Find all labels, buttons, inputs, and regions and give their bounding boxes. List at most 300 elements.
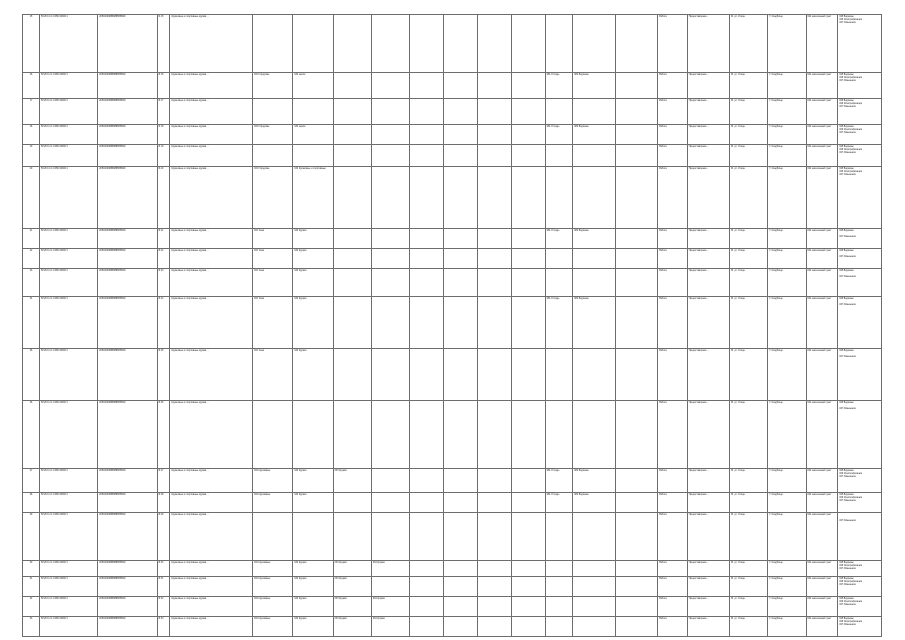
table-row [23,401,882,469]
table-cell: 082 Водоемы [573,493,615,513]
table-cell: 025 Водоемы 026 Электрофикация 027 Изменения [838,561,882,577]
table-cell: 024 населенный пункт [806,577,838,597]
table-cell [443,561,477,577]
table-cell: М. ул. Улица. [730,493,768,513]
table-cell: Предоставление… [687,349,729,401]
table-cell: Предоставление… [687,145,729,167]
table-cell: Предоставление… [687,15,729,73]
table-cell [443,125,477,145]
table-cell: 2050103988888858583/9 [98,99,157,125]
table-cell [545,561,573,577]
table-cell: Б.15 [157,15,170,73]
table-cell [410,561,444,577]
table-cell: Б.21 [157,229,170,249]
table-cell: М. ул. Улица. [730,349,768,401]
table-cell [410,269,444,297]
table-cell: Работа [658,269,688,297]
table-cell [615,297,657,349]
table-cell: Кружковые и спортивные кружки,… [170,597,253,617]
table-cell [511,577,545,597]
table-cell: 025 Водоемы 026 Электрофикация 027 Изменения [838,15,882,73]
table-cell: 031 Кружковые [253,577,293,597]
table-cell: 18 [23,125,40,145]
table-cell [333,15,371,73]
table-cell: М. ул. Улица. [730,297,768,349]
table-cell: Кружковые и спортивные кружки,… [170,73,253,99]
table-cell [371,249,409,269]
table-cell: 024 населенный пункт [806,617,838,637]
table-cell: М. ул. Улица. [730,269,768,297]
table-cell: Предоставление… [687,99,729,125]
table-cell: Б.32 [157,597,170,617]
table-cell [371,297,409,349]
table-cell: 034 Кружки [371,561,409,577]
table-cell: Работа [658,493,688,513]
table-cell [410,297,444,349]
table-cell [511,297,545,349]
table-cell: 025 Водоемы 026 Электрофикация 027 Изменения [838,99,882,125]
table-cell: 50:26:0.4 1:0:050 00000:1 [39,597,97,617]
table-row [23,15,882,73]
table-cell [410,125,444,145]
table-cell [573,513,615,561]
table-cell [511,469,545,493]
table-cell [477,99,511,125]
table-cell: Кружковые и спортивные кружки,… [170,297,253,349]
table-cell: 024 населенный пункт [806,297,838,349]
table-cell: 50:26:0.4 1:0:050 00000:1 [39,513,97,561]
table-cell: 081 Отходы [545,469,573,493]
table-cell [545,167,573,229]
table-cell: 025 Водоемы 026 Электрофикация 027 Изменения [838,73,882,99]
table-cell: 2050103988888858583/9 [98,229,157,249]
table-cell [371,167,409,229]
table-cell: 081 Отходы [545,125,573,145]
table-cell: 2050103988888858583/9 [98,617,157,637]
table-cell: Предоставление… [687,561,729,577]
table-cell [443,349,477,401]
table-row [23,513,882,561]
table-cell: 082 Водоемы [573,125,615,145]
table-cell: 024 населенный пункт [806,561,838,577]
table-cell: 50:26:0.4 1:0:050 00000:1 [39,493,97,513]
table-cell: 2050103988888858583/9 [98,561,157,577]
cell-extra: 026 Электрофикация [839,496,862,499]
table-row [23,249,882,269]
table-cell: 50:26:0.4 1:0:050 00000:1 [39,401,97,469]
table-cell [838,513,882,561]
table-cell: Предоставление… [687,167,729,229]
table-cell [293,513,333,561]
table-cell: 082 Водоемы [573,469,615,493]
table-cell: Работа [658,229,688,249]
table-cell [477,349,511,401]
table-cell [410,145,444,167]
table-cell: 2050103988888858583/9 [98,73,157,99]
table-cell [545,577,573,597]
table-cell: Б.26 [157,401,170,469]
table-cell: 50:26:0.4 1:0:050 00000:1 [39,15,97,73]
table-cell [410,469,444,493]
table-cell [410,99,444,125]
table-cell: Предоставление… [687,513,729,561]
cell-extra: 026 Электрофикация [839,564,862,567]
table-cell: Работа [658,577,688,597]
table-cell: 031 Кружковые [253,597,293,617]
table-cell: 081 Отходы [545,297,573,349]
table-cell [477,561,511,577]
table-cell [293,99,333,125]
table-cell [545,349,573,401]
table-cell: 031 Тема [253,269,293,297]
cell-extra: 027 Изменения [839,105,856,108]
table-cell [511,145,545,167]
table-cell: 2050103988888858583/9 [98,577,157,597]
table-cell [511,167,545,229]
cell-extra: 026 Электрофикация [839,148,862,151]
table-cell [511,229,545,249]
table-cell [410,15,444,73]
table-row [23,125,882,145]
table-row [23,577,882,597]
table-cell [443,493,477,513]
table-cell [511,15,545,73]
table-cell: 032 Кружки [293,469,333,493]
table-cell [615,99,657,125]
table-cell: Г. Кладбище. [768,73,806,99]
table-cell [477,513,511,561]
cell-extra: 027 Изменения [839,355,856,358]
table-cell: М. ул. Улица. [730,577,768,597]
table-cell: 024 населенный пункт [806,249,838,269]
table-cell: М. ул. Улица. [730,561,768,577]
registry-table [22,14,882,637]
table-cell: Б.27 [157,469,170,493]
table-cell: Б.28 [157,493,170,513]
table-cell: 2050103988888858583/9 [98,125,157,145]
table-cell [615,125,657,145]
table-cell: Кружковые и спортивные кружки,… [170,349,253,401]
table-cell: Кружковые и спортивные кружки,… [170,249,253,269]
table-cell: Г. Кладбище. [768,597,806,617]
table-cell [443,597,477,617]
table-cell: Г. Кладбище. [768,493,806,513]
table-cell: Кружковые и спортивные кружки,… [170,99,253,125]
table-cell: Кружковые и спортивные кружки,… [170,469,253,493]
table-cell: 2050103988888858583/9 [98,597,157,617]
table-cell: 24 [23,297,40,349]
table-cell [615,469,657,493]
table-cell: 024 населенный пункт [806,145,838,167]
table-cell: Предоставление… [687,297,729,349]
table-cell: Работа [658,617,688,637]
table-cell: 034 Кружки [371,597,409,617]
table-cell [371,73,409,99]
table-cell: 024 населенный пункт [806,167,838,229]
table-cell: Кружковые и спортивные кружки,… [170,513,253,561]
table-cell [477,597,511,617]
table-cell: 025 Водоемы 026 Электрофикация 027 Изменения [838,597,882,617]
table-cell: Г. Кладбище. [768,297,806,349]
table-cell [371,15,409,73]
table-cell: 025 Водоемы 026 Электрофикация 027 Изменения [838,125,882,145]
table-cell: М. ул. Улица. [730,125,768,145]
cell-extra: 026 Электрофикация [839,18,862,21]
table-row [23,493,882,513]
table-cell: 024 населенный пункт [806,73,838,99]
table-cell: Работа [658,249,688,269]
table-cell: 032 Кружки [293,269,333,297]
table-cell [511,125,545,145]
table-cell: 082 Водоемы [573,73,615,99]
table-cell: 024 населенный пункт [806,15,838,73]
table-cell [511,99,545,125]
table-cell: 031 Городские [253,125,293,145]
table-cell: 025 Водоемы 026 Электрофикация 027 Изменения [838,617,882,637]
table-cell: 50:26:0.4 1:0:050 00000:1 [39,99,97,125]
table-cell [511,561,545,577]
table-cell [511,249,545,269]
table-cell [410,229,444,249]
table-cell: Кружковые и спортивные кружки,… [170,229,253,249]
table-cell: 2050103988888858583/9 [98,167,157,229]
cell-extra: 027 Изменения [839,303,856,306]
table-cell [253,15,293,73]
table-cell [333,513,371,561]
table-cell [573,617,615,637]
table-cell: 032 Кружковые и спортивные [293,167,333,229]
table-cell: 2050103988888858583/9 [98,249,157,269]
table-cell [545,15,573,73]
table-cell: 15 [23,15,40,73]
table-cell: 50:26:0.4 1:0:050 00000:1 [39,125,97,145]
table-cell [615,577,657,597]
table-cell: Г. Кладбище. [768,469,806,493]
table-cell [443,617,477,637]
table-cell [545,269,573,297]
table-cell [371,269,409,297]
table-cell [477,577,511,597]
table-cell: 024 населенный пункт [806,229,838,249]
table-cell [573,15,615,73]
table-cell: 034 Кружки [371,617,409,637]
table-cell: 32 [23,597,40,617]
cell-extra: 027 Изменения [839,407,856,410]
table-cell: 031 Тема [253,229,293,249]
table-cell: 28 [23,493,40,513]
table-cell [477,15,511,73]
table-cell: 024 населенный пункт [806,597,838,617]
table-cell: 032 Кружки [293,349,333,401]
table-cell: Б.29 [157,513,170,561]
table-cell [371,229,409,249]
table-cell: 082 Водоемы [573,297,615,349]
table-cell: Г. Кладбище. [768,145,806,167]
table-cell [477,229,511,249]
table-cell [443,99,477,125]
table-cell: 032 Кружки [293,297,333,349]
table-cell: Работа [658,561,688,577]
table-cell: 031 Тема [253,297,293,349]
table-cell: Работа [658,125,688,145]
table-cell [511,513,545,561]
table-cell: Г. Кладбище. [768,249,806,269]
table-cell: 024 населенный пункт [806,269,838,297]
table-cell: 25 [23,349,40,401]
table-cell: М. ул. Улица. [730,597,768,617]
table-cell: М. ул. Улица. [730,469,768,493]
table-cell: 031 Кружковые [253,561,293,577]
table-cell: 024 населенный пункт [806,401,838,469]
table-cell [253,99,293,125]
table-cell: Б.17 [157,99,170,125]
table-cell: 025 Водоемы 026 Электрофикация 027 Изменения [838,469,882,493]
table-cell: 024 населенный пункт [806,99,838,125]
table-cell: Г. Кладбище. [768,513,806,561]
table-cell: Предоставление… [687,493,729,513]
table-cell: 025 Водоемы 027 Изменения [838,349,882,401]
table-cell: Г. Кладбище. [768,617,806,637]
table-cell: 2050103988888858583/9 [98,513,157,561]
table-cell: 23 [23,269,40,297]
table-cell: 032 Кружки [293,617,333,637]
table-cell [371,493,409,513]
table-cell [253,145,293,167]
table-cell [615,513,657,561]
table-cell [333,297,371,349]
table-cell: Б.25 [157,349,170,401]
table-row [23,561,882,577]
table-cell [511,401,545,469]
table-cell [443,167,477,229]
table-cell [545,401,573,469]
table-cell [573,401,615,469]
table-cell [573,349,615,401]
cell-extra: 027 Изменения [839,79,856,82]
table-cell [615,249,657,269]
table-cell: 50:26:0.4 1:0:050 00000:1 [39,577,97,597]
table-cell [333,349,371,401]
table-cell [253,401,293,469]
table-cell: Работа [658,401,688,469]
table-cell: 032 Кружки [293,249,333,269]
table-cell [573,145,615,167]
cell-extra: 027 Изменения [839,235,856,238]
table-cell: М. ул. Улица. [730,249,768,269]
table-cell [443,73,477,99]
table-cell: Предоставление… [687,597,729,617]
table-cell: 031 Тема [253,349,293,401]
table-cell [410,513,444,561]
cell-extra: 026 Электрофикация [839,580,862,583]
cell-extra: 027 Изменения [839,21,856,24]
table-cell: Б.33 [157,617,170,637]
table-cell: Кружковые и спортивные кружки,… [170,493,253,513]
table-cell [443,15,477,73]
table-cell: Кружковые и спортивные кружки,… [170,15,253,73]
table-cell: 50:26:0.4 1:0:050 00000:1 [39,229,97,249]
table-row [23,297,882,349]
table-cell [477,269,511,297]
cell-extra: 027 Изменения [839,255,856,258]
table-cell [545,249,573,269]
table-cell: Г. Кладбище. [768,125,806,145]
table-cell: 2050103988888858583/9 [98,145,157,167]
table-cell: 50:26:0.4 1:0:050 00000:1 [39,249,97,269]
table-cell: Предоставление… [687,73,729,99]
table-cell: М. ул. Улица. [730,15,768,73]
table-cell [371,145,409,167]
table-cell: 025 Водоемы 027 Изменения [838,297,882,349]
table-cell: 032 Кружки [293,561,333,577]
table-cell: 032 земли [293,125,333,145]
table-cell: 025 Водоемы 027 Изменения [838,229,882,249]
table-cell: Работа [658,513,688,561]
table-cell [573,167,615,229]
table-cell: 26 [23,401,40,469]
table-cell [371,513,409,561]
table-cell: 50:26:0.4 1:0:050 00000:1 [39,561,97,577]
table-cell: 024 населенный пункт [806,493,838,513]
table-cell: 031 Кружковые [253,493,293,513]
table-cell: Б.22 [157,249,170,269]
table-cell [545,99,573,125]
table-cell [410,349,444,401]
table-cell [410,577,444,597]
cell-extra: 027 Изменения [839,173,856,176]
table-cell [573,269,615,297]
table-cell: 033 Кружки [333,617,371,637]
cell-extra: 026 Электрофикация [839,472,862,475]
table-cell [333,493,371,513]
table-row [23,617,882,637]
table-cell [511,597,545,617]
table-cell [333,73,371,99]
table-cell: Работа [658,145,688,167]
table-cell: Кружковые и спортивные кружки,… [170,167,253,229]
table-cell [293,145,333,167]
table-cell: Г. Кладбище. [768,99,806,125]
table-cell [615,229,657,249]
cell-extra: 027 Изменения [839,623,856,626]
table-cell: 032 Кружки [293,597,333,617]
table-cell: Кружковые и спортивные кружки,… [170,561,253,577]
table-cell [333,269,371,297]
table-cell: Работа [658,469,688,493]
table-cell: М. ул. Улица. [730,229,768,249]
table-cell [333,401,371,469]
table-cell: Кружковые и спортивные кружки,… [170,269,253,297]
table-cell: Работа [658,597,688,617]
table-cell [443,249,477,269]
table-cell: Предоставление… [687,269,729,297]
table-cell [333,229,371,249]
table-cell: 50:26:0.4 1:0:050 00000:1 [39,469,97,493]
table-cell [615,167,657,229]
table-cell: 025 Водоемы 026 Электрофикация 027 Изменения [838,493,882,513]
table-cell: Предоставление… [687,617,729,637]
table-cell [443,401,477,469]
table-cell: 033 Кружки [333,577,371,597]
table-cell: 081 Отходы [545,229,573,249]
table-cell: 16 [23,73,40,99]
table-cell [615,493,657,513]
table-cell [443,513,477,561]
table-cell: 032 Кружки [293,229,333,249]
table-cell [410,73,444,99]
table-cell [615,561,657,577]
cell-extra: 027 Изменения [839,131,856,134]
